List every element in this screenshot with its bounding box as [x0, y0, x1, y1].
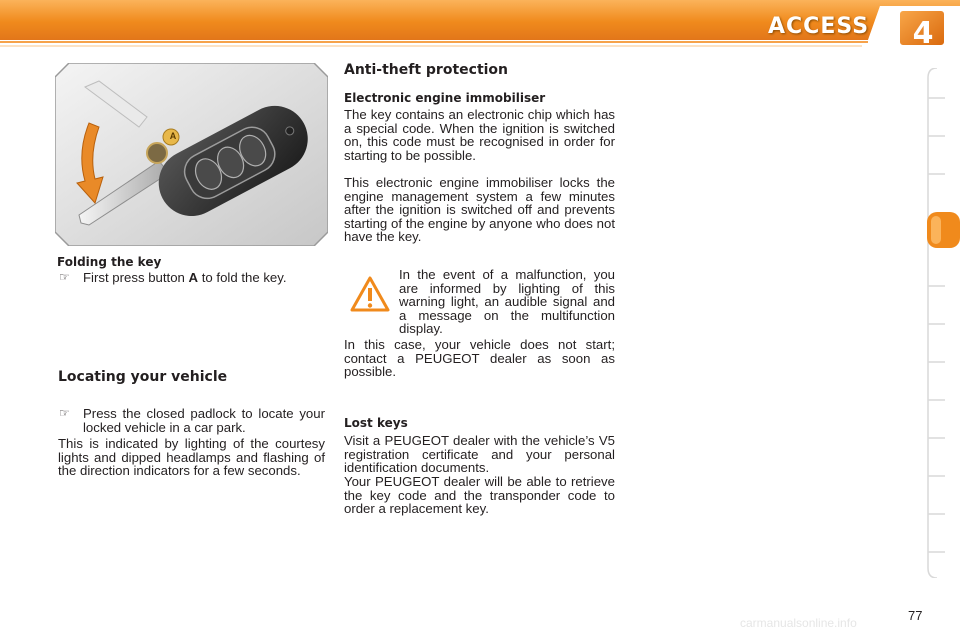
chapter-tabs	[925, 68, 960, 578]
folding-heading: Folding the key	[57, 255, 162, 269]
lost-keys-paragraph-1: Visit a PEUGEOT dealer with the vehicle’s V5 registration certificate and your personal identification documents.	[344, 433, 615, 475]
immobiliser-paragraph-2: This electronic engine immobiliser locks the engine management system a few minutes after the ignition is switched off and prevents starting of the engine by anyone who does not have the key.	[344, 175, 615, 244]
hand-pointer-icon: ☞	[59, 270, 70, 284]
callout-label-a: A	[169, 131, 177, 141]
warning-followup: In this case, your vehicle does not start; contact a PEUGEOT dealer as soon as possible.	[344, 337, 615, 379]
immobiliser-paragraph-1: The key contains an electronic chip which has a special code. When the ignition is switched on, this code must be recognised in order for starting to be possible.	[344, 107, 615, 163]
section-title: ACCESS	[768, 14, 870, 39]
hand-pointer-icon: ☞	[59, 406, 70, 420]
warning-triangle-icon	[350, 276, 390, 312]
locating-bullet-text: Press the closed padlock to locate your locked vehicle in a car park.	[83, 406, 325, 435]
page-number: 77	[908, 608, 923, 623]
button-a-label: A	[188, 270, 199, 285]
lost-keys-paragraph-2: Your PEUGEOT dealer will be able to retrieve the key code and the transponder code to order a replacement key.	[344, 474, 615, 516]
folding-text-before: First press button	[83, 270, 189, 285]
locating-paragraph: This is indicated by lighting of the courtesy lights and dipped headlamps and flashing of the direction indicators for a few seconds.	[58, 436, 325, 478]
locating-heading: Locating your vehicle	[58, 369, 228, 385]
locating-bullet	[59, 407, 325, 437]
key-illustration	[55, 63, 328, 246]
immobiliser-heading: Electronic engine immobiliser	[344, 91, 546, 105]
lost-keys-heading: Lost keys	[344, 416, 408, 430]
chapter-number: 4	[912, 16, 934, 51]
footer-watermark: carmanualsonline.info	[740, 616, 857, 630]
folding-text-after: to fold the key.	[198, 270, 287, 285]
warning-paragraph: In the event of a malfunction, you are informed by lighting of this warning light, an audible signal and a message on the multifunction display.	[399, 267, 615, 336]
anti-theft-heading: Anti-theft protection	[344, 62, 509, 78]
